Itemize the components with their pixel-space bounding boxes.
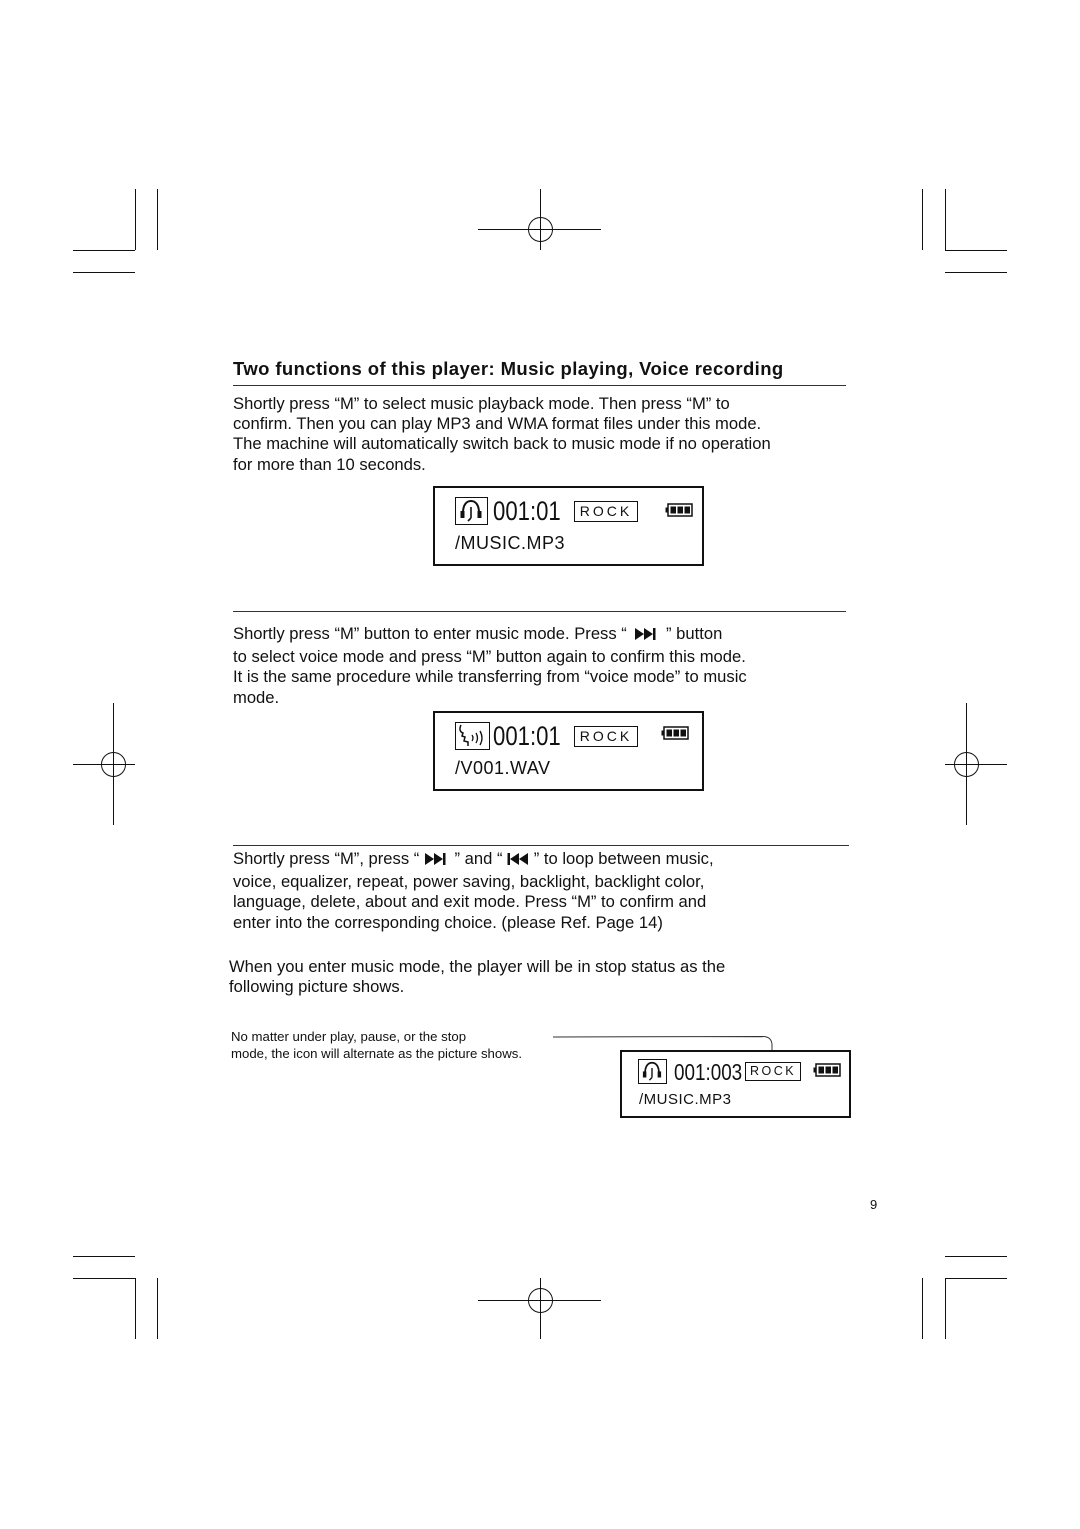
text-line: enter into the corresponding choice. (please Ref. Page 14) xyxy=(233,912,663,932)
file-name: /MUSIC.MP3 xyxy=(455,533,566,553)
text-fragment: ” button xyxy=(666,624,723,643)
text-line xyxy=(233,849,714,872)
paragraph-menu-loop xyxy=(233,849,714,933)
lcd-display-music xyxy=(433,486,704,566)
headphone-icon xyxy=(455,497,488,525)
headphone-icon xyxy=(638,1059,667,1084)
paragraph-stop-status xyxy=(229,957,725,997)
track-time: 001:01 xyxy=(493,496,561,526)
text-line: language, delete, about and exit mode. Press “M” to confirm and xyxy=(233,892,707,912)
text-line: voice, equalizer, repeat, power saving, backlight, backlight color, xyxy=(233,872,705,892)
track-time: 001:01 xyxy=(493,721,561,751)
page-number: 9 xyxy=(870,1197,878,1212)
text-line xyxy=(233,624,747,647)
previous-track-icon xyxy=(507,851,529,872)
text-line: It is the same procedure while transferring from “voice mode” to music xyxy=(233,667,747,687)
text-line: confirm. Then you can play MP3 and WMA format files under this mode. xyxy=(233,414,762,434)
battery-icon xyxy=(665,503,693,522)
icon-note xyxy=(231,1028,522,1062)
lcd-display-voice xyxy=(433,711,704,791)
text-line: No matter under play, pause, or the stop xyxy=(231,1029,467,1044)
text-line: Shortly press “M” to select music playback mode. Then press “M” to xyxy=(233,394,730,413)
text-fragment: ” and “ xyxy=(454,849,503,868)
text-fragment: Shortly press “M”, press “ xyxy=(233,849,420,868)
page-title: Two functions of this player: Music playing, Voice recording xyxy=(233,358,784,379)
equalizer-badge: ROCK xyxy=(574,726,638,747)
text-line: following picture shows. xyxy=(229,977,405,997)
next-track-icon xyxy=(424,851,450,872)
equalizer-badge: ROCK xyxy=(745,1062,801,1081)
text-fragment: Shortly press “M” button to enter music mode. Press “ xyxy=(233,624,627,643)
file-name: /V001.WAV xyxy=(455,758,551,778)
battery-icon xyxy=(661,726,689,745)
battery-icon xyxy=(813,1063,841,1082)
section-divider xyxy=(233,845,849,846)
file-name: /MUSIC.MP3 xyxy=(639,1091,732,1108)
text-line: for more than 10 seconds. xyxy=(233,454,426,474)
heading-underline xyxy=(233,385,846,386)
text-line: mode, the icon will alternate as the picture shows. xyxy=(231,1046,523,1061)
text-line: mode. xyxy=(233,687,280,707)
track-time: 001:003 xyxy=(674,1059,743,1085)
lcd-display-stop xyxy=(620,1050,851,1118)
equalizer-badge: ROCK xyxy=(574,501,638,522)
next-track-icon xyxy=(631,626,661,647)
text-line: When you enter music mode, the player will be in stop status as the xyxy=(229,957,726,976)
voice-icon xyxy=(455,722,490,750)
text-fragment: ” to loop between music, xyxy=(533,849,714,868)
text-line: to select voice mode and press “M” button again to confirm this mode. xyxy=(233,647,746,667)
text-line: The machine will automatically switch back to music mode if no operation xyxy=(233,434,771,454)
paragraph-music-mode xyxy=(233,394,771,475)
paragraph-voice-mode xyxy=(233,624,747,708)
section-divider xyxy=(233,611,846,612)
